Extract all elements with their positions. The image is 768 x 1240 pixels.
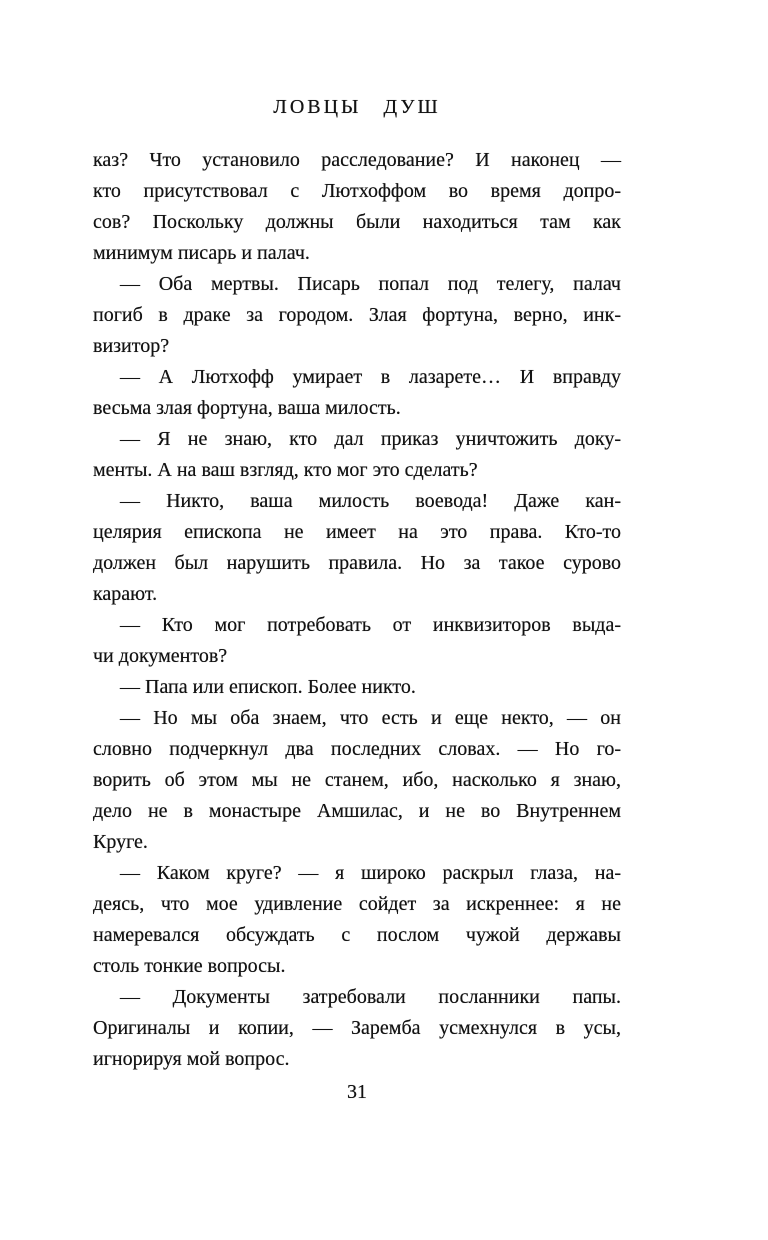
text-line: — Никто, ваша милость воевода! Даже кан- bbox=[120, 490, 621, 512]
text-line: ворить об этом мы не станем, ибо, насколько я знаю, bbox=[93, 769, 621, 791]
page-number: 31 bbox=[347, 1081, 367, 1103]
text-line: целярия епископа не имеет на это права. Кто-то bbox=[93, 521, 621, 543]
text-line: чи документов? bbox=[93, 645, 228, 667]
text-line: — Я не знаю, кто дал приказ уничтожить доку- bbox=[120, 428, 621, 450]
text-line: намеревался обсуждать с послом чужой державы bbox=[93, 924, 621, 946]
text-line: — Оба мертвы. Писарь попал под телегу, палач bbox=[120, 273, 621, 295]
text-line: визитор? bbox=[93, 335, 170, 357]
text-line: погиб в драке за городом. Злая фортуна, верно, инк- bbox=[93, 304, 621, 326]
text-line: сов? Поскольку должны были находиться там как bbox=[93, 211, 621, 233]
text-line: Оригиналы и копии, — Заремба усмехнулся в усы, bbox=[93, 1017, 621, 1039]
paragraph bbox=[93, 672, 621, 703]
paragraph bbox=[93, 982, 621, 1075]
running-header-title: ЛОВЦЫ ДУШ bbox=[273, 96, 441, 118]
body-text bbox=[93, 145, 621, 1075]
text-line: карают. bbox=[93, 583, 158, 605]
text-line: Круге. bbox=[93, 831, 148, 853]
text-line: игнорируя мой вопрос. bbox=[93, 1048, 290, 1070]
paragraph bbox=[93, 362, 621, 424]
paragraph bbox=[93, 703, 621, 858]
paragraph bbox=[93, 610, 621, 672]
text-line: — Папа или епископ. Более никто. bbox=[120, 676, 416, 698]
text-line: — А Лютхофф умирает в лазарете… И вправду bbox=[120, 366, 621, 388]
text-line: каз? Что установило расследование? И наконец — bbox=[93, 149, 621, 171]
text-line: весьма злая фортуна, ваша милость. bbox=[93, 397, 401, 419]
text-line: деясь, что мое удивление сойдет за искреннее: я не bbox=[93, 893, 621, 915]
text-line: дело не в монастыре Амшилас, и не во Внутреннем bbox=[93, 800, 621, 822]
text-line: столь тонкие вопросы. bbox=[93, 955, 286, 977]
text-line: словно подчеркнул два последних словах. — Но го- bbox=[93, 738, 621, 760]
text-line: должен был нарушить правила. Но за такое сурово bbox=[93, 552, 621, 574]
text-line: минимум писарь и палач. bbox=[93, 242, 310, 264]
text-line: — Документы затребовали посланники папы. bbox=[120, 986, 621, 1008]
paragraph bbox=[93, 424, 621, 486]
text-line: — Но мы оба знаем, что есть и еще некто, — он bbox=[120, 707, 621, 729]
paragraph bbox=[93, 269, 621, 362]
paragraph bbox=[93, 486, 621, 610]
text-line: кто присутствовал с Лютхоффом во время допро- bbox=[93, 180, 621, 202]
text-line: — Кто мог потребовать от инквизиторов выда- bbox=[120, 614, 621, 636]
text-line: — Каком круге? — я широко раскрыл глаза, на- bbox=[120, 862, 621, 884]
paragraph bbox=[93, 145, 621, 269]
text-line: менты. А на ваш взгляд, кто мог это сделать? bbox=[93, 459, 478, 481]
paragraph bbox=[93, 858, 621, 982]
